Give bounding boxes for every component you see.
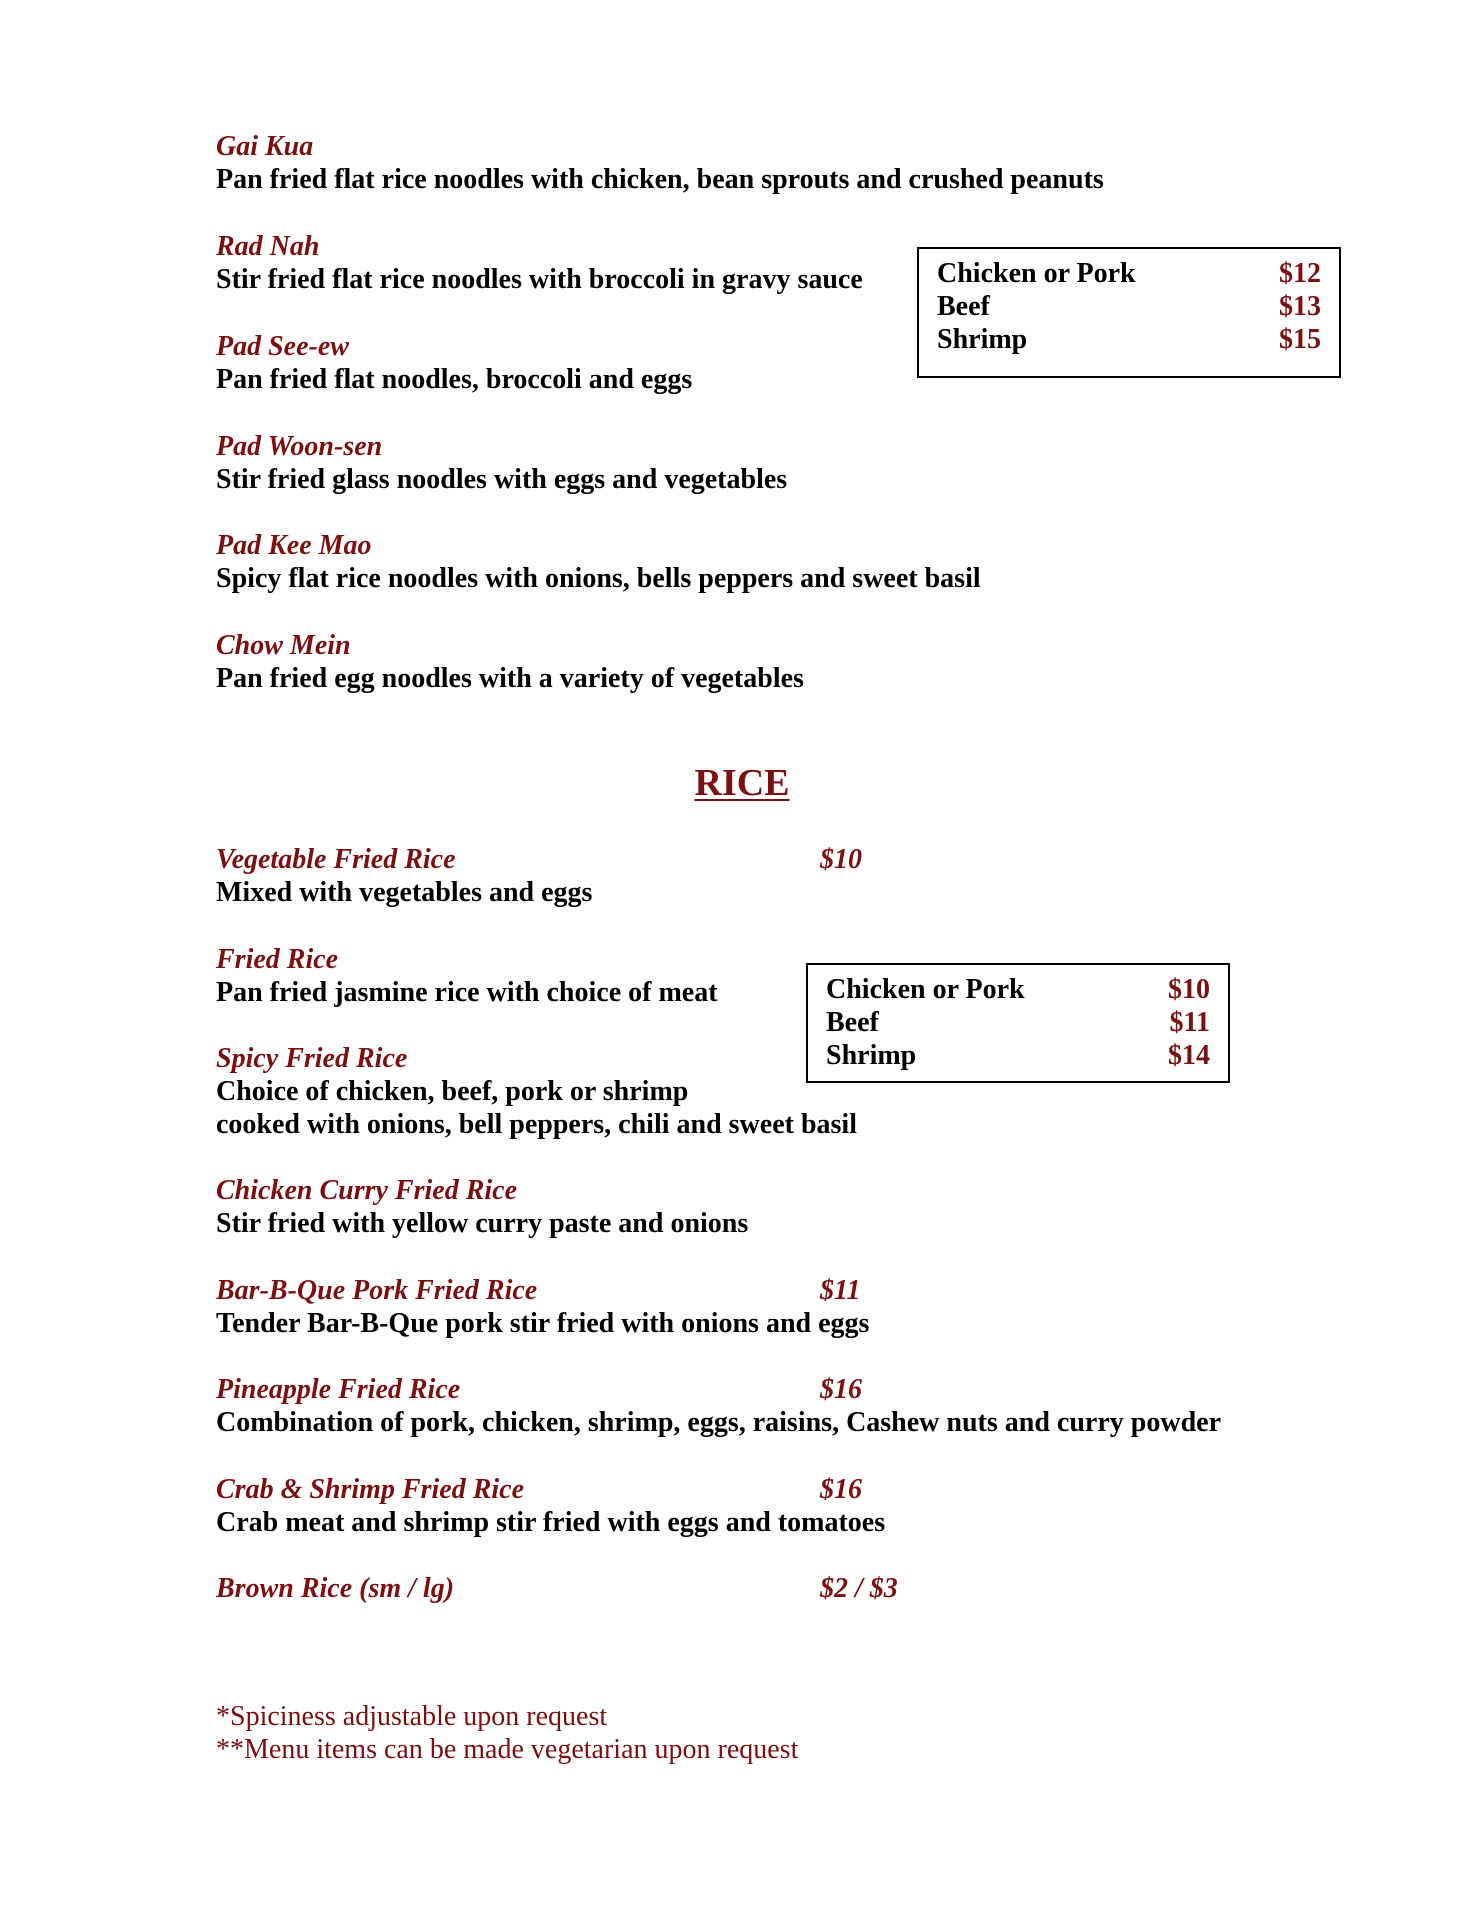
item-description: Tender Bar-B-Que pork stir fried with onions and eggs <box>216 1308 870 1339</box>
item-description: Stir fried glass noodles with eggs and vegetables <box>216 464 788 495</box>
item-name: Spicy Fried Rice <box>216 1043 408 1074</box>
menu-item-spicy-fried-rice <box>216 1042 857 1141</box>
menu-item-gai-kua <box>216 130 1104 196</box>
price-label: Chicken or Pork <box>826 974 1025 1005</box>
item-description: Spicy flat rice noodles with onions, bells peppers and sweet basil <box>216 563 981 594</box>
item-description: Pan fried flat noodles, broccoli and eggs <box>216 364 693 395</box>
menu-item-chow-mein <box>216 629 804 695</box>
price-value: $14 <box>1168 1040 1210 1071</box>
menu-item-crab-shrimp-fried-rice <box>216 1473 885 1539</box>
menu-item-brown-rice <box>216 1572 898 1605</box>
menu-item-bbq-pork-fried-rice <box>216 1274 869 1340</box>
item-description: Combination of pork, chicken, shrimp, eggs, raisins, Cashew nuts and curry powder <box>216 1407 1221 1438</box>
item-description: Choice of chicken, beef, pork or shrimp <box>216 1076 689 1107</box>
item-name: Rad Nah <box>216 231 320 262</box>
item-description: Stir fried flat rice noodles with broccoli in gravy sauce <box>216 264 863 295</box>
price-label: Chicken or Pork <box>937 258 1136 289</box>
price-row <box>937 257 1321 290</box>
rice-price-box <box>806 963 1230 1083</box>
item-description: Pan fried flat rice noodles with chicken, bean sprouts and crushed peanuts <box>216 164 1104 195</box>
price-value: $15 <box>1279 324 1321 355</box>
price-value: $13 <box>1279 291 1321 322</box>
price-label: Beef <box>937 291 990 322</box>
price-value: $10 <box>1168 974 1210 1005</box>
item-description: Pan fried egg noodles with a variety of vegetables <box>216 663 804 694</box>
item-description: Pan fried jasmine rice with choice of meat <box>216 977 718 1008</box>
item-name: Bar-B-Que Pork Fried Rice <box>216 1275 538 1306</box>
menu-item-rad-nah <box>216 230 863 296</box>
item-price: $16 <box>820 1374 862 1405</box>
item-name: Brown Rice (sm / lg) <box>216 1573 455 1604</box>
menu-item-vegetable-fried-rice <box>216 843 862 909</box>
menu-item-chicken-curry-fried-rice <box>216 1174 748 1240</box>
item-price: $2 / $3 <box>820 1573 898 1604</box>
item-name: Pad Woon-sen <box>216 431 383 462</box>
item-price: $11 <box>820 1275 861 1306</box>
footnotes <box>216 1700 798 1766</box>
item-name: Pad See-ew <box>216 331 349 362</box>
price-label: Beef <box>826 1007 879 1038</box>
item-price: $10 <box>820 844 862 875</box>
item-name: Crab & Shrimp Fried Rice <box>216 1474 525 1505</box>
price-row <box>937 290 1321 323</box>
price-label: Shrimp <box>826 1040 917 1071</box>
item-name: Fried Rice <box>216 944 339 975</box>
item-price: $16 <box>820 1474 862 1505</box>
section-title-rice: RICE <box>694 762 790 804</box>
item-name: Pineapple Fried Rice <box>216 1374 461 1405</box>
price-value: $12 <box>1279 258 1321 289</box>
item-name: Chicken Curry Fried Rice <box>216 1175 518 1206</box>
price-label: Shrimp <box>937 324 1028 355</box>
price-row <box>937 323 1321 356</box>
item-description-line-2: cooked with onions, bell peppers, chili and sweet basil <box>216 1109 857 1140</box>
menu-item-pad-kee-mao <box>216 529 981 595</box>
item-description: Stir fried with yellow curry paste and onions <box>216 1208 749 1239</box>
price-row <box>826 973 1210 1006</box>
menu-item-pad-see-ew <box>216 330 692 396</box>
menu-item-fried-rice <box>216 943 718 1009</box>
item-name: Vegetable Fried Rice <box>216 844 456 875</box>
menu-item-pineapple-fried-rice <box>216 1373 1221 1439</box>
price-row <box>826 1006 1210 1039</box>
footnote-spiciness: *Spiciness adjustable upon request <box>216 1701 608 1732</box>
item-name: Gai Kua <box>216 131 314 162</box>
noodle-price-box <box>917 247 1341 378</box>
menu-item-pad-woon-sen <box>216 430 787 496</box>
item-name: Pad Kee Mao <box>216 530 372 561</box>
item-description: Mixed with vegetables and eggs <box>216 877 593 908</box>
item-name: Chow Mein <box>216 630 351 661</box>
footnote-vegetarian: **Menu items can be made vegetarian upon request <box>216 1734 799 1765</box>
item-description: Crab meat and shrimp stir fried with eggs and tomatoes <box>216 1507 886 1538</box>
price-value: $11 <box>1169 1007 1210 1038</box>
price-row <box>826 1039 1210 1072</box>
